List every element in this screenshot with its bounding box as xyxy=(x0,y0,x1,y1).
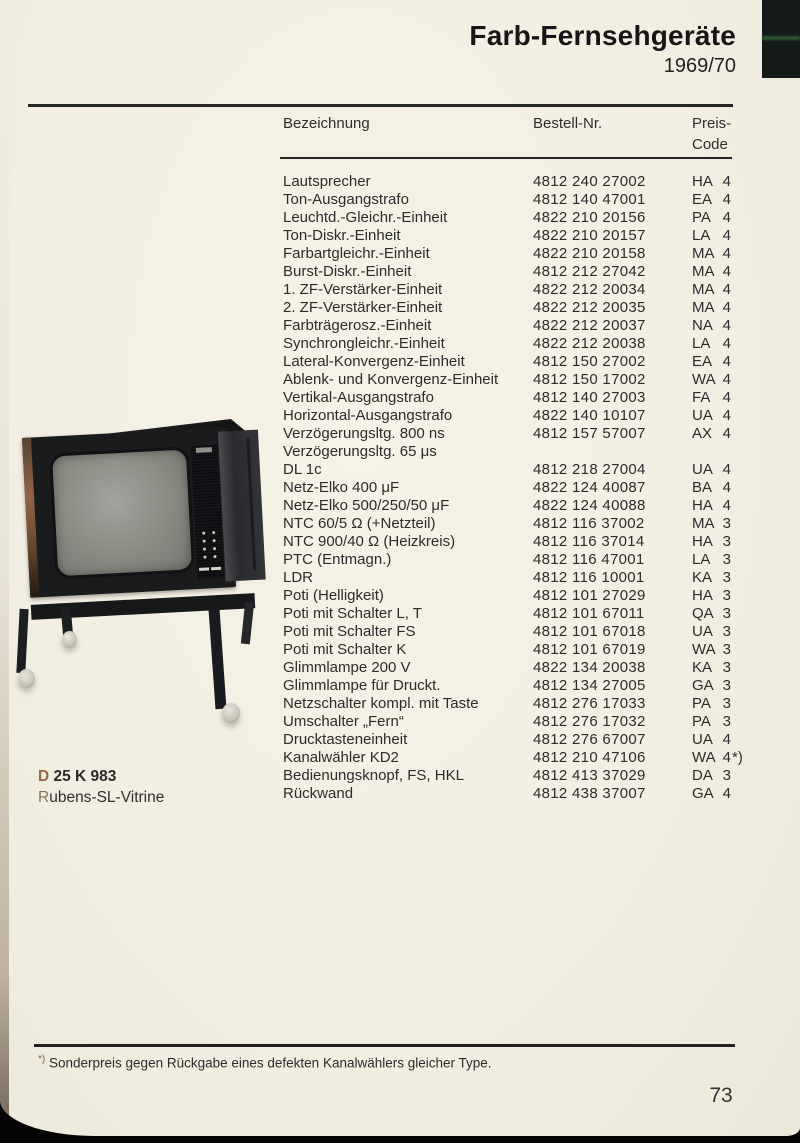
tv-leg xyxy=(16,609,28,673)
tv-caster xyxy=(18,669,35,688)
price-code-letters: KA xyxy=(692,569,713,586)
price-code-letters: UA xyxy=(692,731,713,748)
parts-table-body xyxy=(283,173,763,803)
order-number: 4822 210 20158 xyxy=(533,245,646,262)
part-name: Netz-Elko 500/250/50 μF xyxy=(283,497,450,514)
tv-control-button xyxy=(213,555,216,558)
price-code-number: 4 xyxy=(722,299,731,316)
price-code-letters: EA xyxy=(692,191,713,208)
price-code-number: 4 xyxy=(722,461,731,478)
table-row xyxy=(283,479,763,497)
tv-screen xyxy=(49,446,195,579)
tv-control-slot xyxy=(211,567,221,571)
price-code-number: 4 xyxy=(722,407,731,424)
part-name: Verzögerungsltg. 65 μs xyxy=(283,443,437,460)
table-row xyxy=(283,407,763,425)
part-name: Horizontal-Ausgangstrafo xyxy=(283,407,453,424)
part-name: Netz-Elko 400 μF xyxy=(283,479,400,496)
tv-caster xyxy=(62,631,77,648)
price-code-letters: WA xyxy=(692,749,716,766)
part-name: Farbartgleichr.-Einheit xyxy=(283,245,430,262)
part-name: Glimmlampe 200 V xyxy=(283,659,411,676)
part-name: Kanalwähler KD2 xyxy=(283,749,399,766)
price-code-number: 4 xyxy=(722,353,731,370)
column-header-bezeichnung: Bezeichnung xyxy=(283,115,370,132)
part-name: Ton-Diskr.-Einheit xyxy=(283,227,401,244)
price-code-letters: MA xyxy=(692,245,715,262)
price-code-letters: MA xyxy=(692,299,715,316)
price-code-letters: WA xyxy=(692,371,716,388)
table-row xyxy=(283,569,763,587)
table-row xyxy=(283,461,763,479)
part-name: 2. ZF-Verstärker-Einheit xyxy=(283,299,443,316)
order-number: 4812 150 17002 xyxy=(533,371,646,388)
season-label: 1969/70 xyxy=(663,55,736,77)
table-row xyxy=(283,389,763,407)
order-number: 4822 212 20034 xyxy=(533,281,646,298)
table-row xyxy=(283,209,763,227)
order-number: 4812 116 37014 xyxy=(533,533,645,550)
price-code-number: 4 xyxy=(722,173,731,190)
model-number-label: D 25 K 983 xyxy=(38,768,117,785)
table-row xyxy=(283,497,763,515)
price-code-number: 3 xyxy=(722,641,731,658)
tv-control-button xyxy=(212,531,215,534)
footnote-marker: *) xyxy=(38,1054,46,1065)
table-row xyxy=(283,551,763,569)
order-number: 4812 101 67019 xyxy=(533,641,646,658)
part-name: Ablenk- und Konvergenz-Einheit xyxy=(283,371,499,388)
price-code-letters: HA xyxy=(692,533,713,550)
price-code-number: 3 xyxy=(722,713,731,730)
table-header-underline xyxy=(280,157,732,159)
tv-control-button xyxy=(203,556,206,559)
part-name: 1. ZF-Verstärker-Einheit xyxy=(283,281,443,298)
tv-leg xyxy=(209,609,227,710)
tv-product-photo xyxy=(15,413,271,763)
price-code-number: 4 xyxy=(722,191,731,208)
price-code-letters: HA xyxy=(692,173,713,190)
order-number: 4822 212 20035 xyxy=(533,299,646,316)
tv-side-groove xyxy=(246,438,256,570)
price-code-number: 4 xyxy=(722,497,731,514)
table-row xyxy=(283,785,763,803)
price-code-number: 3 xyxy=(722,695,731,712)
page-title: Farb-Fernsehgeräte xyxy=(469,20,736,51)
price-code-number: 4 xyxy=(722,209,731,226)
column-header-preis: Preis- xyxy=(692,115,732,132)
price-code-number: 3 xyxy=(722,677,731,694)
price-code-number: 4 xyxy=(722,317,731,334)
part-name: Netzschalter kompl. mit Taste xyxy=(283,695,479,712)
price-code-number: 4 xyxy=(722,371,731,388)
order-number: 4812 140 47001 xyxy=(533,191,646,208)
price-code-letters: HA xyxy=(692,497,713,514)
part-name: Drucktasteneinheit xyxy=(283,731,408,748)
part-name: NTC 60/5 Ω (+Netzteil) xyxy=(283,515,436,532)
price-code-number: 3 xyxy=(722,551,731,568)
order-number: 4812 438 37007 xyxy=(533,785,646,802)
part-name: Lateral-Konvergenz-Einheit xyxy=(283,353,465,370)
table-row xyxy=(283,227,763,245)
table-row xyxy=(283,749,763,767)
price-code-letters: QA xyxy=(692,605,714,622)
price-code-number: 4 xyxy=(722,749,731,766)
table-row xyxy=(283,299,763,317)
price-code-number: 3 xyxy=(722,587,731,604)
order-number: 4822 212 20038 xyxy=(533,335,646,352)
order-number: 4812 276 17033 xyxy=(533,695,646,712)
part-name: PTC (Entmagn.) xyxy=(283,551,392,568)
part-name: Vertikal-Ausgangstrafo xyxy=(283,389,434,406)
price-code-number: 4 xyxy=(722,281,731,298)
order-number: 4822 140 10107 xyxy=(533,407,646,424)
price-code-number: 4 xyxy=(722,785,731,802)
price-code-letters: MA xyxy=(692,515,715,532)
price-code-letters: HA xyxy=(692,587,713,604)
price-code-letters: WA xyxy=(692,641,716,658)
table-row xyxy=(283,677,763,695)
price-code-letters: KA xyxy=(692,659,713,676)
price-code-number: 4 xyxy=(722,731,731,748)
paper-left-edge-shadow xyxy=(0,0,9,1136)
table-row xyxy=(283,353,763,371)
price-code-letters: GA xyxy=(692,785,714,802)
table-row xyxy=(283,425,763,443)
order-number: 4812 240 27002 xyxy=(533,173,646,190)
order-number: 4812 101 27029 xyxy=(533,587,646,604)
order-number: 4812 116 47001 xyxy=(533,551,645,568)
order-number: 4812 212 27042 xyxy=(533,263,646,280)
price-code-number: 4 xyxy=(722,425,731,442)
model-name-label: Rubens-SL-Vitrine xyxy=(38,789,165,806)
part-name: Burst-Diskr.-Einheit xyxy=(283,263,412,280)
tv-control-button xyxy=(202,532,205,535)
part-name: Synchrongleichr.-Einheit xyxy=(283,335,445,352)
price-code-letters: UA xyxy=(692,461,713,478)
price-code-letters: UA xyxy=(692,623,713,640)
part-name: Ton-Ausgangstrafo xyxy=(283,191,409,208)
part-name: DL 1c xyxy=(283,461,322,478)
part-name: Poti mit Schalter FS xyxy=(283,623,416,640)
price-code-number: 3 xyxy=(722,533,731,550)
order-number: 4812 101 67011 xyxy=(533,605,645,622)
part-name: Poti mit Schalter K xyxy=(283,641,407,658)
table-row xyxy=(283,173,763,191)
price-code-letters: PA xyxy=(692,713,711,730)
table-row xyxy=(283,515,763,533)
footnote xyxy=(38,1054,492,1071)
table-row xyxy=(283,281,763,299)
order-number: 4812 150 27002 xyxy=(533,353,646,370)
tv-control-button xyxy=(203,540,206,543)
price-code-number: 4 xyxy=(722,227,731,244)
header-divider xyxy=(28,104,733,107)
part-name: Lautsprecher xyxy=(283,173,371,190)
price-code-number: 4 xyxy=(722,263,731,280)
order-number: 4812 413 37029 xyxy=(533,767,646,784)
order-number: 4812 276 67007 xyxy=(533,731,646,748)
table-row xyxy=(283,191,763,209)
column-header-code: Code xyxy=(692,136,728,153)
price-code-letters: NA xyxy=(692,317,713,334)
price-code-number: 3 xyxy=(722,623,731,640)
table-row xyxy=(283,245,763,263)
price-code-letters: PA xyxy=(692,695,711,712)
tv-control-button xyxy=(213,539,216,542)
price-code-letters: UA xyxy=(692,407,713,424)
table-row xyxy=(283,587,763,605)
order-number: 4812 116 37002 xyxy=(533,515,645,532)
part-name: Leuchtd.-Gleichr.-Einheit xyxy=(283,209,448,226)
order-number: 4812 276 17032 xyxy=(533,713,646,730)
table-row xyxy=(283,263,763,281)
tv-control-button xyxy=(203,548,206,551)
price-code-letters: LA xyxy=(692,335,711,352)
order-number: 4812 140 27003 xyxy=(533,389,646,406)
table-row xyxy=(283,641,763,659)
price-code-footnote-ref: *) xyxy=(732,749,743,766)
order-number: 4822 210 20156 xyxy=(533,209,646,226)
order-number: 4822 124 40088 xyxy=(533,497,646,514)
table-row xyxy=(283,317,763,335)
price-code-number: 3 xyxy=(722,605,731,622)
price-code-letters: LA xyxy=(692,551,711,568)
price-code-letters: MA xyxy=(692,263,715,280)
price-code-letters: DA xyxy=(692,767,713,784)
table-row xyxy=(283,731,763,749)
price-code-number: 3 xyxy=(722,767,731,784)
table-row xyxy=(283,605,763,623)
table-row xyxy=(283,371,763,389)
part-name: Rückwand xyxy=(283,785,354,802)
tv-cabinet-side xyxy=(218,430,266,582)
column-header-bestell-nr: Bestell-Nr. xyxy=(533,115,603,132)
order-number: 4812 218 27004 xyxy=(533,461,646,478)
price-code-letters: GA xyxy=(692,677,714,694)
order-number: 4812 210 47106 xyxy=(533,749,646,766)
price-code-number: 3 xyxy=(722,515,731,532)
order-number: 4822 212 20037 xyxy=(533,317,646,334)
price-code-letters: MA xyxy=(692,281,715,298)
order-number: 4812 134 27005 xyxy=(533,677,646,694)
price-code-letters: PA xyxy=(692,209,711,226)
order-number: 4812 116 10001 xyxy=(533,569,645,586)
page-number: 73 xyxy=(709,1084,733,1107)
table-row xyxy=(283,713,763,731)
price-code-letters: EA xyxy=(692,353,713,370)
table-row xyxy=(283,623,763,641)
price-code-number: 4 xyxy=(722,335,731,352)
part-name: Verzögerungsltg. 800 ns xyxy=(283,425,445,442)
price-code-number: 4 xyxy=(722,245,731,262)
table-row xyxy=(283,659,763,677)
tab-green-stripe xyxy=(762,36,800,40)
tv-control-slot xyxy=(199,567,209,571)
page-corner-tab xyxy=(762,0,800,78)
table-row xyxy=(283,533,763,551)
header xyxy=(469,20,736,78)
part-name: NTC 900/40 Ω (Heizkreis) xyxy=(283,533,456,550)
table-row xyxy=(283,335,763,353)
price-code-number: 3 xyxy=(722,659,731,676)
tv-control-button xyxy=(213,547,216,550)
footnote-divider xyxy=(34,1044,735,1047)
order-number: 4822 210 20157 xyxy=(533,227,646,244)
order-number: 4822 134 20038 xyxy=(533,659,646,676)
price-code-number: 3 xyxy=(722,569,731,586)
table-row xyxy=(283,767,763,785)
part-name: Farbträgerosz.-Einheit xyxy=(283,317,432,334)
price-code-letters: LA xyxy=(692,227,711,244)
order-number: 4812 157 57007 xyxy=(533,425,646,442)
price-code-number: 4 xyxy=(722,389,731,406)
table-row xyxy=(283,695,763,713)
price-code-number: 4 xyxy=(722,479,731,496)
price-code-letters: FA xyxy=(692,389,711,406)
order-number: 4812 101 67018 xyxy=(533,623,646,640)
part-name: LDR xyxy=(283,569,314,586)
table-row xyxy=(283,443,763,461)
part-name: Bedienungsknopf, FS, HKL xyxy=(283,767,464,784)
part-name: Glimmlampe für Druckt. xyxy=(283,677,441,694)
part-name: Umschalter „Fern“ xyxy=(283,713,404,730)
price-code-letters: BA xyxy=(692,479,713,496)
footnote-text: Sonderpreis gegen Rückgabe eines defekten Kanalwählers gleicher Type. xyxy=(49,1055,492,1071)
tv-brand-logo xyxy=(196,447,212,453)
tv-caster xyxy=(222,703,240,723)
order-number: 4822 124 40087 xyxy=(533,479,646,496)
part-name: Poti (Helligkeit) xyxy=(283,587,384,604)
part-name: Poti mit Schalter L, T xyxy=(283,605,422,622)
tv-cabinet xyxy=(22,426,268,600)
price-code-letters: AX xyxy=(692,425,713,442)
